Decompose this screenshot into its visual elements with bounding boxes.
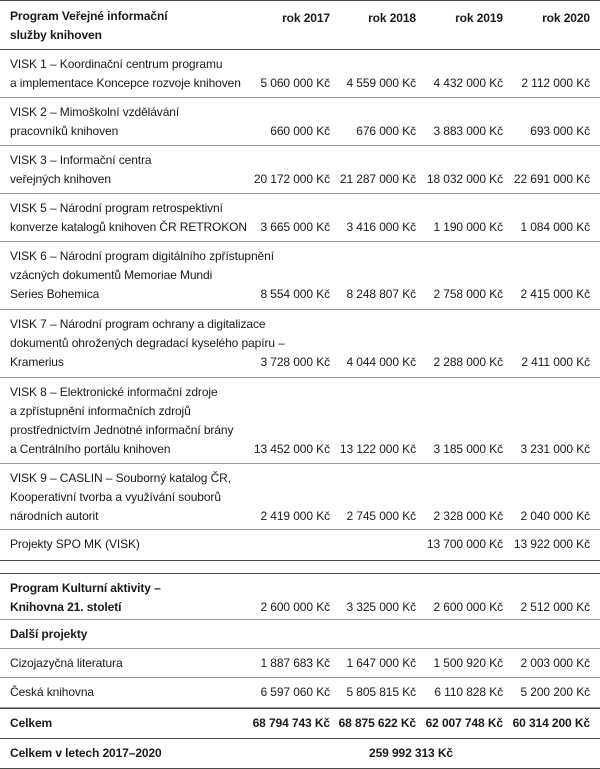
row-label-line: národních autorit (10, 509, 99, 523)
header-program-title (10, 7, 268, 45)
section-heading-row (0, 620, 600, 649)
value-2017: 13 452 000 Kč (253, 442, 330, 456)
header-year-2020: rok 2020 (542, 11, 590, 25)
row-label-line: Knihovna 21. století (10, 600, 122, 614)
table-row (0, 678, 600, 708)
value-2020: 2 411 000 Kč (521, 355, 590, 369)
value-2020: 13 922 000 Kč (513, 537, 590, 551)
total-row (0, 708, 600, 739)
row-label-line: a zpřístupnění informačních zdrojů (10, 404, 191, 418)
table-row (0, 310, 600, 378)
row-label-line: VISK 6 – Národní program digitálního zpřístupnění (10, 249, 274, 263)
value-2017: 3 728 000 Kč (260, 355, 330, 369)
grand-total-row (0, 739, 600, 769)
value-2017: 20 172 000 Kč (253, 172, 330, 186)
value-2020: 2 040 000 Kč (520, 509, 590, 523)
value-2018: 4 559 000 Kč (346, 76, 416, 90)
table-row (0, 146, 600, 194)
row-label-line: konverze katalogů knihoven ČR RETROKON (10, 220, 247, 234)
value-2018: 21 287 000 Kč (339, 172, 416, 186)
value-2020: 3 231 000 Kč (520, 442, 590, 456)
value-2020: 693 000 Kč (530, 124, 590, 138)
row-label (10, 103, 268, 141)
value-2019: 13 700 000 Kč (426, 537, 503, 551)
total-2019: 62 007 748 Kč (425, 716, 503, 730)
value-2020: 1 084 000 Kč (520, 220, 590, 234)
table-row (0, 573, 600, 620)
value-2019: 1 500 920 Kč (433, 656, 503, 670)
row-label-line: vzácných dokumentů Memoriae Mundi (10, 268, 213, 282)
value-2019: 3 185 000 Kč (433, 442, 503, 456)
value-2018: 1 647 000 Kč (346, 656, 416, 670)
value-2019: 2 288 000 Kč (433, 355, 503, 369)
table-row (0, 649, 600, 678)
total-2018: 68 875 622 Kč (338, 716, 416, 730)
table-row (0, 242, 600, 310)
row-label-line: VISK 9 – CASLIN – Souborný katalog ČR, (10, 471, 231, 485)
header-year-2019: rok 2019 (455, 11, 503, 25)
value-2018: 5 805 815 Kč (346, 685, 416, 699)
value-2019: 3 883 000 Kč (433, 124, 503, 138)
row-label-line: Series Bohemica (10, 287, 100, 301)
row-label-line: VISK 2 – Mimoškolní vzdělávání (10, 105, 180, 119)
value-2019: 2 328 000 Kč (433, 509, 503, 523)
value-2019: 2 600 000 Kč (433, 600, 503, 614)
table-row (0, 50, 600, 98)
table-header-row (0, 0, 600, 50)
table-row (0, 194, 600, 242)
row-label-line: VISK 8 – Elektronické informační zdroje (10, 385, 218, 399)
value-2017: 660 000 Kč (270, 124, 330, 138)
section-spacer (0, 561, 600, 573)
value-2019: 2 758 000 Kč (433, 287, 503, 301)
row-label (10, 579, 268, 617)
row-label (10, 469, 268, 526)
value-2018: 3 325 000 Kč (346, 600, 416, 614)
total-label: Celkem (10, 716, 53, 730)
value-2017: 6 597 060 Kč (260, 685, 330, 699)
section-heading: Další projekty (10, 627, 88, 641)
row-label (10, 199, 268, 237)
row-label-line: VISK 3 – Informační centra (10, 153, 152, 167)
row-label: Cizojazyčná literatura (10, 656, 123, 670)
value-2019: 6 110 828 Kč (434, 685, 503, 699)
row-label-line: dokumentů ohrožených degradací kyselého papíru – (10, 336, 285, 350)
grand-total-value: 259 992 313 Kč (369, 746, 454, 760)
row-label (10, 315, 285, 372)
value-2019: 18 032 000 Kč (426, 172, 503, 186)
row-label-line: VISK 1 – Koordinační centrum programu (10, 57, 223, 71)
total-2017: 68 794 743 Kč (252, 716, 330, 730)
value-2020: 5 200 200 Kč (520, 685, 590, 699)
header-title-line: Program Veřejné informační (10, 9, 168, 23)
value-2020: 2 512 000 Kč (520, 600, 590, 614)
value-2018: 8 248 807 Kč (346, 287, 416, 301)
row-label-line: VISK 7 – Národní program ochrany a digitalizace (10, 317, 266, 331)
value-2019: 1 190 000 Kč (433, 220, 503, 234)
header-year-2018: rok 2018 (368, 11, 416, 25)
row-label: Česká knihovna (10, 685, 94, 699)
row-label-line: Projekty SPO MK (VISK) (10, 537, 140, 551)
row-label-line: VISK 5 – Národní program retrospektivní (10, 201, 223, 215)
header-year-2017: rok 2017 (282, 11, 330, 25)
header-title-line: služby knihoven (10, 28, 102, 42)
row-label (10, 247, 274, 304)
grand-total-label: Celkem v letech 2017–2020 (10, 746, 162, 760)
value-2017: 2 419 000 Kč (260, 509, 330, 523)
value-2018: 4 044 000 Kč (346, 355, 416, 369)
value-2017: 2 600 000 Kč (260, 600, 330, 614)
total-2020: 60 314 200 Kč (512, 716, 590, 730)
value-2020: 2 415 000 Kč (520, 287, 590, 301)
row-label-line: Program Kulturní aktivity – (10, 581, 161, 595)
row-label-line: pracovníků knihoven (10, 124, 119, 138)
row-label-line: a Centrálního portálu knihoven (10, 442, 171, 456)
row-label-line: Kooperativní tvorba a využívání souborů (10, 490, 221, 504)
value-2020: 2 003 000 Kč (520, 656, 590, 670)
row-label-line: Kramerius (10, 355, 64, 369)
row-label (10, 383, 268, 459)
value-2018: 676 000 Kč (356, 124, 416, 138)
value-2020: 2 112 000 Kč (521, 76, 590, 90)
row-label (10, 535, 268, 554)
value-2020: 22 691 000 Kč (513, 172, 590, 186)
value-2019: 4 432 000 Kč (433, 76, 503, 90)
value-2017: 5 060 000 Kč (260, 76, 330, 90)
table-row (0, 378, 600, 464)
row-label (10, 151, 268, 189)
value-2017: 1 887 683 Kč (260, 656, 330, 670)
table-row (0, 464, 600, 530)
row-label-line: a implementace Koncepce rozvoje knihoven (10, 76, 241, 90)
row-label (10, 55, 268, 93)
table-row (0, 98, 600, 146)
value-2018: 13 122 000 Kč (339, 442, 416, 456)
row-label-line: prostřednictvím Jednotné informační brány (10, 423, 234, 437)
value-2017: 3 665 000 Kč (260, 220, 330, 234)
value-2018: 3 416 000 Kč (346, 220, 416, 234)
table-row (0, 530, 600, 561)
value-2018: 2 745 000 Kč (346, 509, 416, 523)
value-2017: 8 554 000 Kč (260, 287, 330, 301)
row-label-line: veřejných knihoven (10, 172, 111, 186)
